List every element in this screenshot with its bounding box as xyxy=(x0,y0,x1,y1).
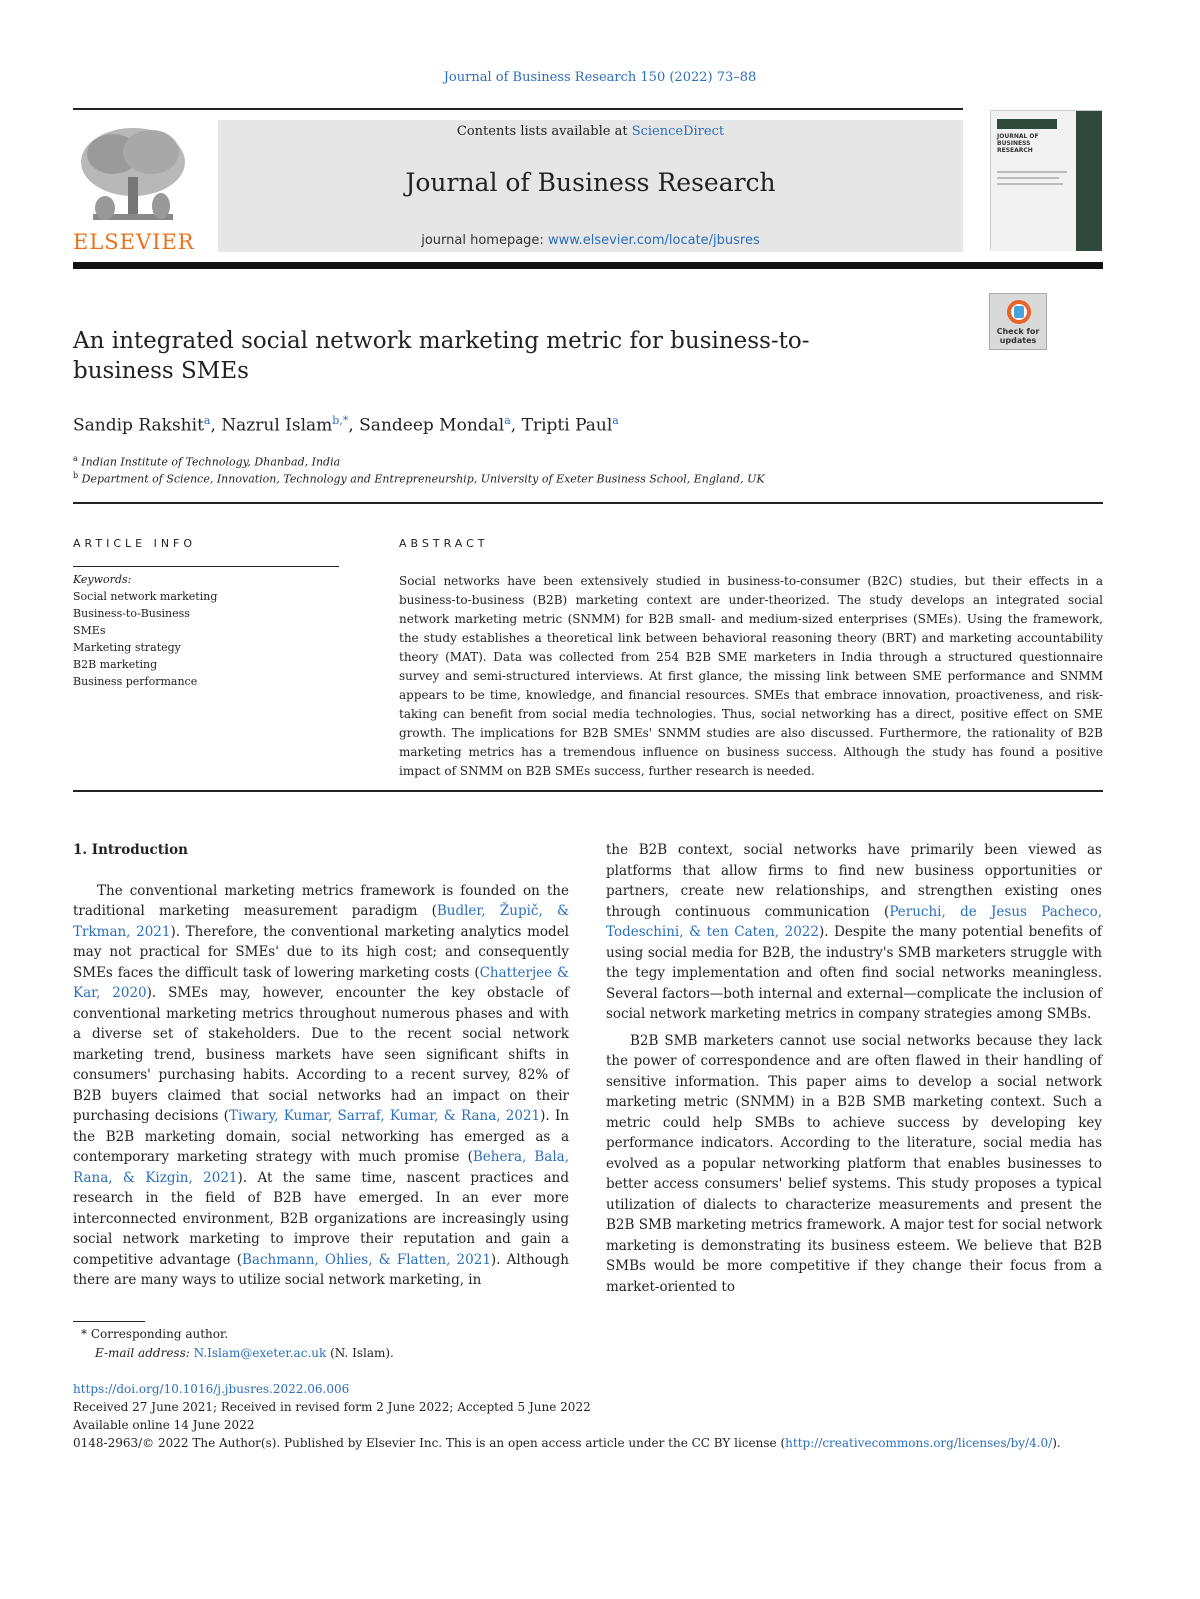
email-line xyxy=(73,1344,394,1363)
license-suffix: ). xyxy=(1052,1436,1061,1450)
citation-link[interactable]: Budler, Župič, & Trkman, 2021 xyxy=(73,903,569,940)
license-line xyxy=(73,1434,1133,1452)
check-for-updates-label: Check for updates xyxy=(996,327,1040,345)
keyword: B2B marketing xyxy=(73,658,158,671)
article-rule-top xyxy=(73,502,1103,504)
sciencedirect-link[interactable]: ScienceDirect xyxy=(631,124,725,139)
body-paragraph xyxy=(73,881,569,1291)
section-number: 1. xyxy=(73,842,88,858)
email-link[interactable]: N.Islam@exeter.ac.uk xyxy=(193,1346,327,1360)
cover-text-line xyxy=(997,171,1067,173)
doi-link[interactable]: https://doi.org/10.1016/j.jbusres.2022.06.006 xyxy=(73,1382,350,1396)
journal-title: Journal of Business Research xyxy=(405,168,776,197)
affiliation-text: Indian Institute of Technology, Dhanbad, India xyxy=(81,455,341,469)
article-info-rule xyxy=(73,566,339,567)
article-metadata xyxy=(73,1380,1133,1452)
section-title: Introduction xyxy=(91,842,188,858)
corresponding-author-note: * Corresponding author. xyxy=(81,1327,229,1341)
tree-emblem-icon xyxy=(73,122,193,230)
paragraph-text: ). Although there are many ways to utilize social network marketing, in xyxy=(73,1251,569,1288)
article-rule-bottom xyxy=(73,790,1103,792)
homepage-link[interactable]: www.elsevier.com/locate/jbusres xyxy=(547,233,760,248)
citation-link[interactable]: Behera, Bala, Rana, & Kizgin, 2021 xyxy=(73,1149,569,1186)
paragraph-text: the B2B context, social networks have primarily been viewed as platforms that allow firms to find new business opportunities or partners, create new relationships, and strengthen existing ones through continuous communication ( xyxy=(606,842,1102,920)
abstract-text: Social networks have been extensively studied in business-to-consumer (B2C) studies, but their effects in a business-to-business (B2B) marketing context are under-theorized. The study develops an integrated social network marketing metric (SNMM) for B2B small- and medium-sized enterprises (SMEs). Using the framework, the study establishes a theoretical link between behavioral reasoning theory (BRT) and marketing accountability theory (MAT). Data was collected from 254 B2B SME marketers in India through a structured questionnaire survey and semi-structured interviews. At first glance, the missing link between SME performance and SNMM appears to be time, knowledge, and financial resources. SMEs that embrace innovation, proactiveness, and risk-taking can benefit from social media technologies. Thus, social networking has a direct, positive effect on SME growth. The implications for B2B SMEs' SNMM studies are also discussed. Furthermore, the rationality of B2B marketing metrics has a tremendous influence on business success. Although the study has found a positive impact of SNMM on B2B SMEs success, further research is needed. xyxy=(399,574,1103,778)
email-suffix: (N. Islam). xyxy=(326,1346,394,1360)
author-affiliation-mark[interactable]: a xyxy=(612,414,619,427)
affiliation xyxy=(73,454,340,469)
author-name[interactable]: Sandip Rakshit xyxy=(73,415,204,436)
article-info-heading: ARTICLE INFO xyxy=(73,537,197,550)
license-link[interactable]: http://creativecommons.org/licenses/by/4.0/ xyxy=(785,1436,1053,1450)
cover-title: JOURNAL OF BUSINESS RESEARCH xyxy=(997,133,1039,154)
body-column-left xyxy=(73,840,569,1291)
check-for-updates-badge[interactable] xyxy=(989,293,1047,350)
keyword: Business performance xyxy=(73,675,198,688)
affiliation xyxy=(73,471,765,486)
article-title: An integrated social network marketing metric for business-to-business SMEs xyxy=(73,328,810,384)
contents-prefix: Contents lists available at xyxy=(456,124,632,139)
paragraph-text: The conventional marketing metrics framework is founded on the traditional marketing measurement paradigm ( xyxy=(73,882,569,919)
paragraph-text: ). SMEs may, however, encounter the key obstacle of conventional marketing metrics throughout numerous phases and with a diverse set of stakeholders. Due to the recent social network marketing trend, business markets have seen significant shifts in consumers' purchasing habits. According to a recent survey, 82% of B2B buyers claimed that social networks had an impact on their purchasing decisions ( xyxy=(73,985,569,1124)
available-online: Available online 14 June 2022 xyxy=(73,1418,255,1432)
abstract-heading: ABSTRACT xyxy=(399,537,489,550)
keywords-heading: Keywords: xyxy=(73,573,132,586)
affiliation-key: a xyxy=(73,454,78,463)
journal-masthead xyxy=(218,120,963,252)
email-label: E-mail address: xyxy=(95,1346,190,1360)
contents-line xyxy=(218,124,963,139)
cover-band xyxy=(991,111,1076,251)
keyword: SMEs xyxy=(73,624,106,637)
cover-text-line xyxy=(997,177,1059,179)
author-name[interactable]: Nazrul Islam xyxy=(221,415,333,436)
homepage-line xyxy=(218,233,963,248)
running-head[interactable]: Journal of Business Research 150 (2022) 73–88 xyxy=(443,70,757,85)
citation-link[interactable]: Bachmann, Ohlies, & Flatten, 2021 xyxy=(241,1251,491,1268)
paragraph-text: ). Despite the many potential benefits of using social media for B2B, the industry's SMB marketers struggle with the tegy implementation and often find social networks meaningless. Several factors—both internal and external—complicate the inclusion of social network marketing metrics in company strategies among SMBs. xyxy=(606,924,1103,1022)
footnote-rule xyxy=(73,1321,145,1322)
footnote xyxy=(73,1325,394,1363)
paragraph-text: ). Therefore, the conventional marketing analytics model may not practical for SMEs' due to its high cost; and consequently SMEs faces the difficult task of lowering marketing costs ( xyxy=(73,923,569,981)
elsevier-wordmark: ELSEVIER xyxy=(73,230,195,254)
author-name[interactable]: Sandeep Mondal xyxy=(359,415,505,436)
masthead-rule xyxy=(73,262,1103,269)
author-list: Sandip Rakshit$^a$, Nazrul Islam$^{b,*}$, Sandeep Mondal$^a$, Tripti Paul$^a$ xyxy=(73,414,619,436)
body-paragraph: B2B SMB marketers cannot use social networks because they lack the power of correspondence and are often flawed in their handling of sensitive information. This paper aims to develop a social network marketing metric (SNMM) in a B2B SMB marketing context. Such a metric could help SMBs to achieve success by developing key performance indicators. According to the literature, social media has evolved as a popular networking platform that enables businesses to better access consumers' belief systems. This study proposes a typical utilization of dialects to characterize measurements and present the B2B SMB marketing metrics framework. A major test for social network marketing is demonstrating its business esteem. We believe that B2B SMBs would be more competitive if they change their focus from a market-oriented to xyxy=(606,1032,1102,1295)
keyword: Marketing strategy xyxy=(73,641,181,654)
history-dates: Received 27 June 2021; Received in revised form 2 June 2022; Accepted 5 June 2022 xyxy=(73,1400,591,1414)
homepage-prefix: journal homepage: xyxy=(421,233,548,248)
author-affiliation-mark[interactable]: a xyxy=(203,414,211,427)
affiliation-key: b xyxy=(73,471,79,480)
cover-spine xyxy=(1076,111,1102,251)
keywords-block xyxy=(73,571,217,690)
paragraph-text: ). In the B2B marketing domain, social networking has emerged as a contemporary marketing strategy with much promise ( xyxy=(73,1108,569,1165)
citation-link[interactable]: Chatterjee & Kar, 2020 xyxy=(73,964,569,1001)
citation-link[interactable]: Tiwary, Kumar, Sarraf, Kumar, & Rana, 2021 xyxy=(228,1108,541,1124)
author-affiliation-mark[interactable]: a xyxy=(504,414,511,427)
keyword: Social network marketing xyxy=(73,590,218,603)
cover-logo-block xyxy=(997,119,1057,129)
keyword: Business-to-Business xyxy=(73,607,190,620)
citation-link[interactable]: Peruchi, de Jesus Pacheco, Todeschini, & ten Caten, 2022 xyxy=(606,903,1102,940)
author-affiliation-mark[interactable]: b,* xyxy=(332,414,349,427)
crossmark-bookmark-icon xyxy=(1014,306,1024,318)
affiliation-text: Department of Science, Innovation, Technology and Entrepreneurship, University of Exeter Business School, England, UK xyxy=(81,472,765,486)
paragraph-text: ). At the same time, nascent practices and research in the field of B2B have emerged. In an ever more interconnected environment, B2B organizations are increasingly using social network marketing to improve their reputation and gain a competitive advantage ( xyxy=(73,1169,570,1268)
license-text: 0148-2963/© 2022 The Author(s). Published by Elsevier Inc. This is an open access article under the CC BY license ( xyxy=(73,1436,786,1450)
author-name[interactable]: Tripti Paul xyxy=(521,415,613,436)
elsevier-logo[interactable] xyxy=(73,122,193,254)
cover-text-line xyxy=(997,183,1063,185)
body-paragraph xyxy=(606,840,1102,1025)
body-column-right xyxy=(606,840,1102,1297)
header-rule xyxy=(73,108,963,110)
journal-cover-thumbnail[interactable] xyxy=(990,110,1102,250)
section-heading xyxy=(73,840,569,861)
